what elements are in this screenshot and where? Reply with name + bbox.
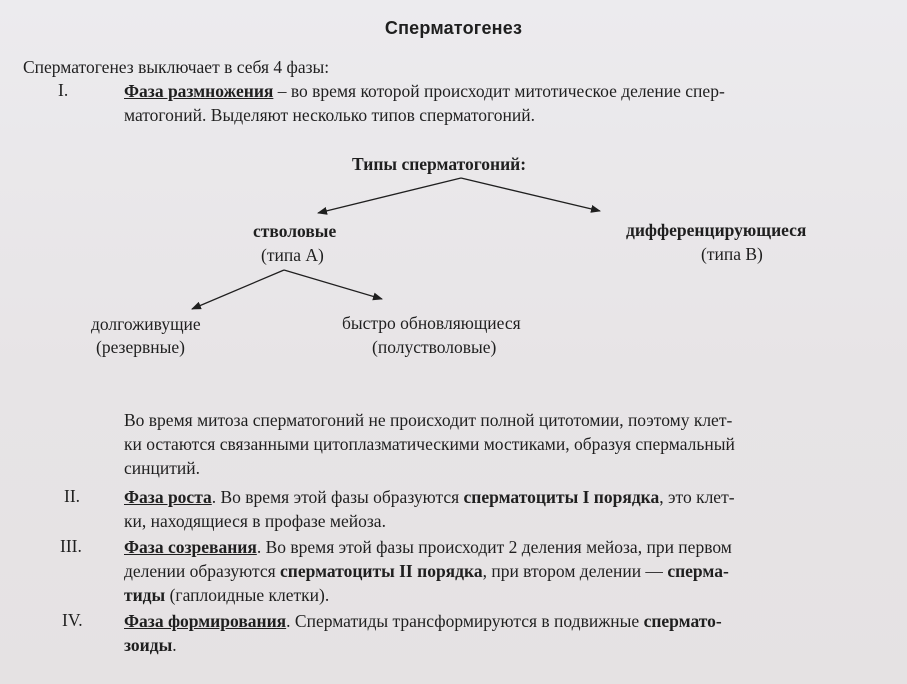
phase-2-spermatocytes-1: сперматоциты I порядка — [463, 487, 660, 507]
phase-4-line-2 — [124, 634, 177, 656]
phase-1-name: Фаза размножения — [124, 81, 274, 101]
mitosis-note-line-2: ки остаются связанными цитоплазматическими мостиками, образуя спермальный — [124, 434, 735, 454]
phase-2-number: II. — [64, 486, 81, 506]
phase-2-line-1 — [124, 486, 735, 508]
phase-2-name: Фаза роста — [124, 487, 212, 507]
phase-1-number: I. — [58, 80, 69, 100]
phase-4-name: Фаза формирования — [124, 611, 287, 631]
long-lived-label: долгоживущие — [91, 314, 201, 334]
arrow-to-stem — [318, 178, 461, 213]
phase-3-number: III. — [60, 536, 82, 556]
arrow-to-fast-renewing — [284, 270, 382, 299]
phase-3-line-1 — [124, 536, 732, 558]
phase-3-line2-a: делении образуются — [124, 561, 281, 581]
phase-3-text-a: . Во время этой фазы происходит 2 деления мейоза, при первом — [256, 537, 732, 557]
phase-3-line3-rest: (гаплоидные клетки). — [165, 585, 330, 605]
page-title: Сперматогенез — [384, 18, 523, 38]
mitosis-note-line-3: синцитий. — [124, 458, 200, 478]
phase-3-spermatocytes-2: сперматоциты II порядка — [280, 561, 483, 581]
mitosis-note-line-1: Во время митоза сперматогоний не происходит полной цитотомии, поэтому клет- — [124, 410, 733, 430]
phase-2-text-b: , это клет- — [659, 487, 735, 507]
phase-4-spermatozoa-part-2: зоиды — [124, 635, 173, 655]
fast-renewing-label: быстро обновляющиеся — [342, 313, 521, 333]
phase-3-line-2 — [124, 560, 729, 582]
phase-4-spermatozoa-part-1: спермато- — [643, 611, 722, 631]
phase-4-number: IV. — [62, 610, 83, 630]
phase-3-line2-b: , при втором делении — — [482, 561, 668, 581]
differentiating-sub-label: (типа В) — [701, 244, 763, 264]
arrow-to-long-lived — [192, 270, 284, 309]
stem-label: стволовые — [253, 221, 337, 241]
stem-sub-label: (типа А) — [261, 245, 324, 265]
phase-2-text-a: . Во время этой фазы образуются — [211, 487, 464, 507]
phase-1-line-2: матогоний. Выделяют несколько типов сперматогоний. — [124, 105, 535, 125]
differentiating-label: дифференцирующиеся — [626, 220, 807, 240]
phase-3-name: Фаза созревания — [124, 537, 257, 557]
diagram-heading: Типы сперматогоний: — [352, 154, 527, 174]
phase-3-spermatids-part-1: сперма- — [667, 561, 729, 581]
fast-renewing-sub-label: (полустволовые) — [372, 337, 497, 357]
phase-4-tail: . — [172, 635, 177, 655]
phase-3-spermatids-part-2: тиды — [124, 585, 166, 605]
phase-1-text-1: – во время которой происходит митотическое деление спер- — [273, 81, 725, 101]
long-lived-sub-label: (резервные) — [96, 337, 185, 357]
phase-4-line-1 — [124, 610, 722, 632]
arrow-to-differentiating — [461, 178, 600, 211]
phase-2-line-2: ки, находящиеся в профазе мейоза. — [124, 511, 386, 531]
phase-3-line-3 — [124, 584, 329, 606]
intro-text: Сперматогенез выключает в себя 4 фазы: — [23, 57, 330, 77]
phase-4-text-a: . Сперматиды трансформируются в подвижные — [286, 611, 644, 631]
